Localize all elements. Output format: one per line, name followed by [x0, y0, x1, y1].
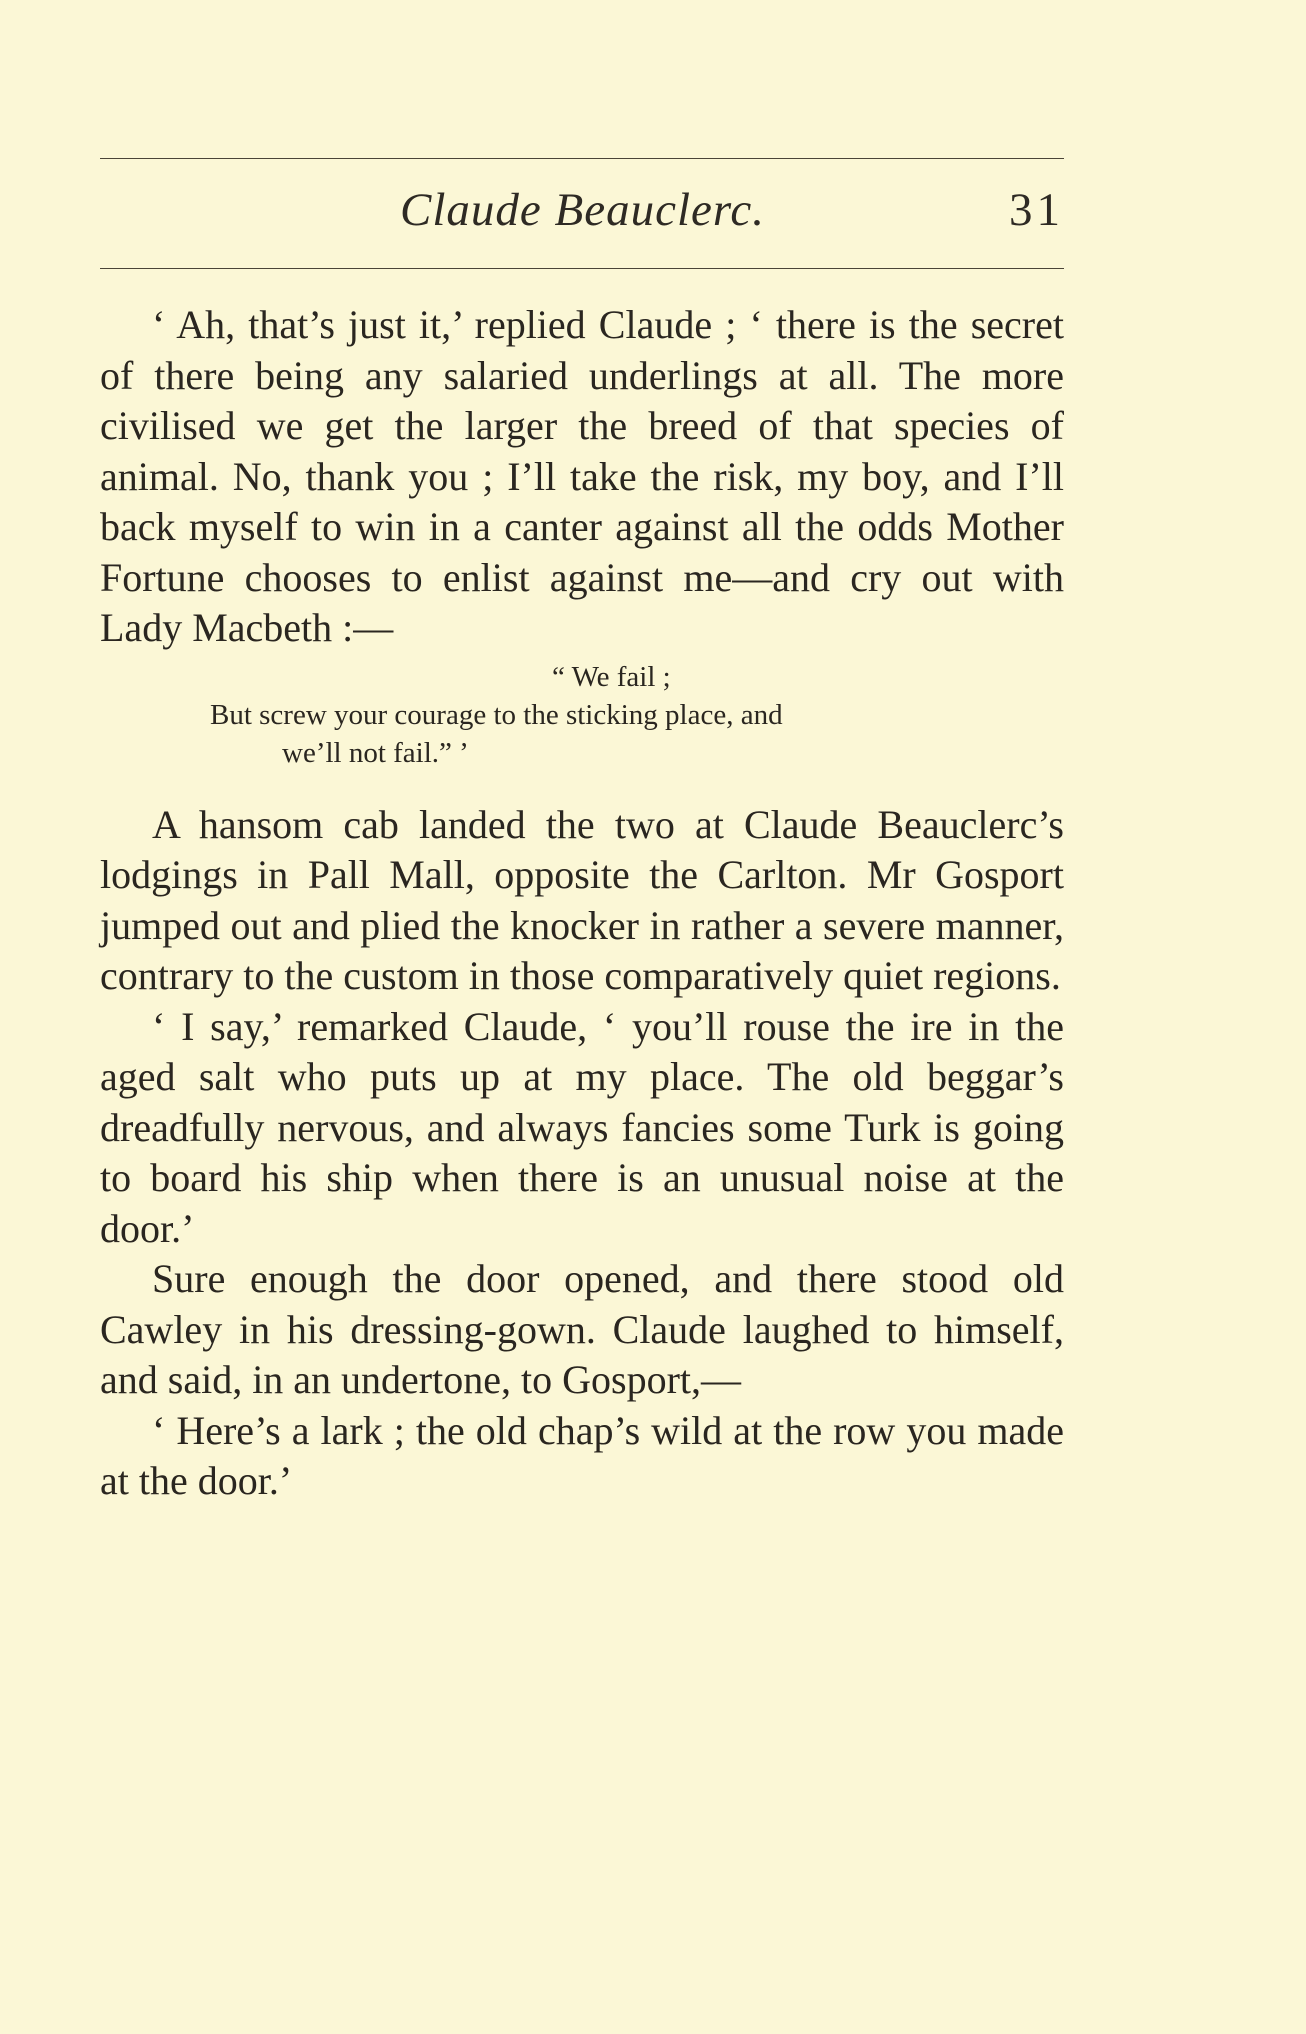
- quote-line-3: we’ll not fail.” ’: [282, 736, 469, 769]
- running-head-title: Claude Beauclerc.: [400, 184, 766, 236]
- paragraph-5: ‘ Here’s a lark ; the old chap’s wild at the row you made at the door.’: [100, 1407, 1064, 1503]
- paragraph-4: Sure enough the door opened, and there stood old Cawley in his dressing-gown. Claude laughed to himself, and said, in an undertone, to Gosport,—: [100, 1256, 1064, 1402]
- paragraph-1: ‘ Ah, that’s just it,’ replied Claude ; ‘ there is the secret of there being any salaried underlings at all. The more civilised we get the larger the breed of that species of animal. No, thank you ; I’ll take the risk, my boy, and I’ll back myself to win in a canter against all the odds Mother Fortune chooses to enlist against me—and cry out with Lady Macbeth :—: [100, 302, 1064, 650]
- paragraph-2: A hansom cab landed the two at Claude Beauclerc’s lodgings in Pall Mall, opposite the Carlton. Mr Gosport jumped out and plied the knocker in rather a severe manner, contrary to the custom in those comparatively quiet regions.: [100, 801, 1064, 998]
- paragraph-3: ‘ I say,’ remarked Claude, ‘ you’ll rouse the ire in the aged salt who puts up at my place. The old beggar’s dreadfully nervous, and always fancies some Turk is going to board his ship when there is an unusual noise at the door.’: [100, 1003, 1064, 1251]
- body-text: [100, 300, 1064, 1507]
- quote-line-2: But screw your courage to the sticking place, and: [210, 698, 783, 731]
- quote-line-1: “ We fail ;: [552, 660, 671, 693]
- running-head: [100, 180, 1064, 250]
- header-rule-bottom: [100, 268, 1064, 269]
- block-quote: [100, 658, 1064, 772]
- page-number: 31: [1009, 184, 1064, 236]
- header-rule-top: [100, 158, 1064, 159]
